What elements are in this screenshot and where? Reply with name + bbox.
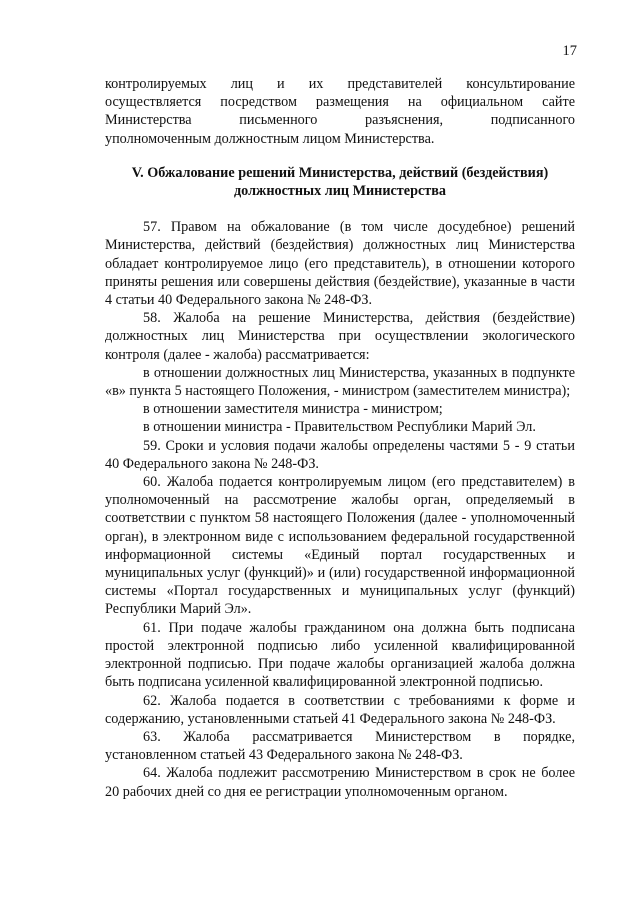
intro-paragraph	[105, 75, 575, 148]
paragraph-61: 61. При подаче жалобы гражданином она должна быть подписана простой электронной подписью либо усиленной квалифицированной электронной подписью. При подаче жалобы организацией жалоба должна быть подписана усиленной квалифицированной электронной подписью.	[105, 619, 575, 691]
paragraph-58-item-c: в отношении министра - Правительством Республики Марий Эл.	[143, 419, 536, 436]
section-heading-line: должностных лиц Министерства	[233, 183, 446, 200]
paragraph-58-item-b: в отношении заместителя министра - министром;	[143, 401, 443, 418]
intro-line: Министерства письменного разъяснения, подписанного	[105, 112, 575, 129]
paragraph-62: 62. Жалоба подается в соответствии с требованиями к форме и содержанию, установленными статьей 41 Федерального закона № 248-ФЗ.	[105, 692, 575, 727]
page-number: 17	[562, 43, 577, 59]
paragraph-58: 58. Жалоба на решение Министерства, действия (бездействие) должностных лиц Министерства при осуществлении экологического контроля (далее - жалоба) рассматривается:	[105, 310, 575, 363]
document-body	[105, 75, 575, 801]
section-heading	[105, 164, 575, 200]
section-heading-line: V. Обжалование решений Министерства, действий (бездействия)	[131, 164, 549, 181]
intro-line: уполномоченным должностным лицом Министерства.	[105, 130, 435, 147]
paragraph-58-item-a: в отношении должностных лиц Министерства, указанных в подпункте «в» пункта 5 настоящего Положения, - министром (заместителем министра);	[105, 364, 575, 400]
paragraph-63: 63. Жалоба рассматривается Министерством в порядке, установленном статьей 43 Федерального закона № 248-ФЗ.	[105, 728, 575, 764]
paragraph-59: 59. Сроки и условия подачи жалобы определены частями 5 - 9 статьи 40 Федерального закона № 248-ФЗ.	[105, 437, 575, 472]
intro-line: контролируемых лиц и их представителей консультирование	[105, 76, 575, 92]
intro-line: осуществляется посредством размещения на официальном сайте	[105, 94, 575, 111]
paragraph-64: 64. Жалоба подлежит рассмотрению Министерством в срок не более 20 рабочих дней со дня ее регистрации уполномоченным органом.	[105, 765, 575, 800]
paragraph-57: 57. Правом на обжалование (в том числе досудебное) решений Министерства, действий (бездействия) должностных лиц Министерства обладает контролируемое лицо (его представитель), в отношении которого приняты решения или совершены действия (бездействие), указанные в части 4 статьи 40 Федерального закона № 248-ФЗ.	[105, 219, 575, 309]
paragraph-60: 60. Жалоба подается контролируемым лицом (его представителем) в уполномоченный на рассмотрение жалобы орган, определяемый в соответствии с пунктом 58 настоящего Положения (далее - уполномоченный орган), в электронном виде с использованием федеральной государственной информационной системы «Единый портал государственных и муниципальных услуг (функций)» и (или) государственной информационной системы «Портал государственных и муниципальных услуг (функций) Республики Марий Эл».	[105, 474, 575, 618]
